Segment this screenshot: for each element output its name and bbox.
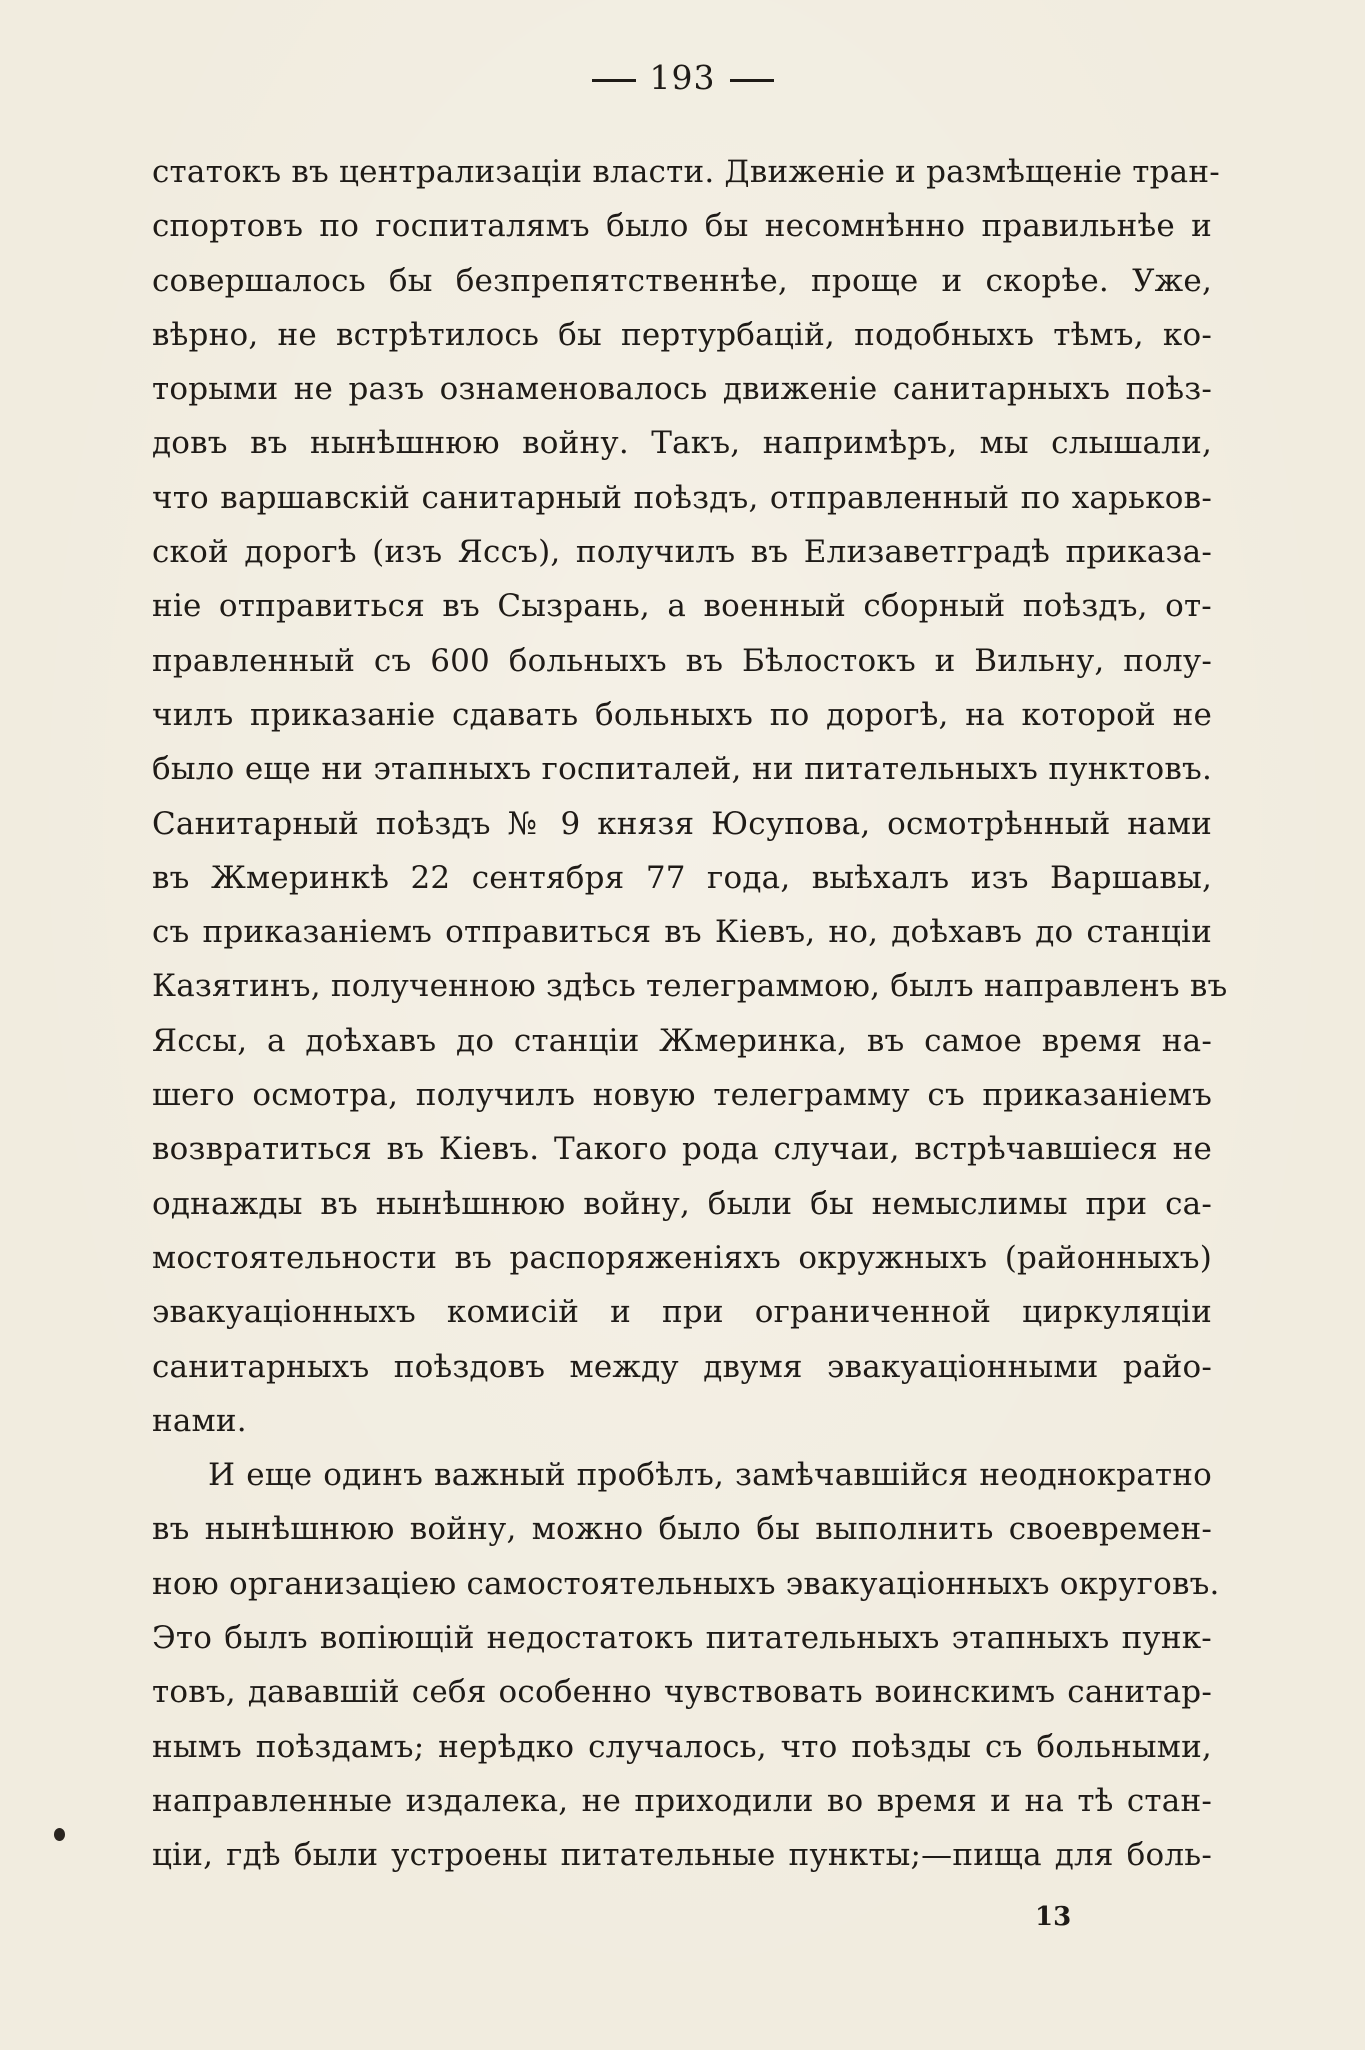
signature-mark: 13 (1035, 1902, 1072, 1932)
text-line: цiи, гдѣ были устроены питательные пункты;—пища для боль- (152, 1837, 1212, 1874)
text-line: чилъ приказанiе сдавать больныхъ по дорогѣ, на которой не (152, 696, 1212, 733)
text-line: довъ въ нынѣшнюю войну. Такъ, напримѣръ, мы слышали, (152, 425, 1212, 462)
text-line: въ нынѣшнюю войну, можно было бы выполнить своевремен- (152, 1511, 1212, 1548)
text-line: шего осмотра, получилъ новую телеграмму съ приказанiемъ (152, 1077, 1212, 1114)
text-line: нiе отправиться въ Сызрань, а военный сборный поѣздъ, от- (152, 588, 1212, 625)
body-text (152, 145, 1228, 1883)
text-line: Санитарный поѣздъ № 9 князя Юсупова, осмотрѣнный нами (152, 805, 1212, 842)
page-header (0, 58, 1365, 98)
paragraph-2 (152, 1448, 1220, 1882)
text-line: Это былъ вопiющiй недостатокъ питательныхъ этапныхъ пунк- (152, 1620, 1212, 1657)
text-line: Казятинъ, полученною здѣсь телеграммою, былъ направленъ въ (152, 968, 1228, 1005)
text-line: правленный съ 600 больныхъ въ Бѣлостокъ и Вильну, полу- (152, 642, 1212, 679)
text-line: направленные издалека, не приходили во время и на тѣ стан- (152, 1782, 1212, 1819)
text-line: въ Жмеринкѣ 22 сентября 77 года, выѣхалъ изъ Варшавы, (152, 859, 1212, 896)
text-line: товъ, дававшiй себя особенно чувствовать воинскимъ санитар- (152, 1674, 1212, 1711)
text-line: статокъ въ централизацiи власти. Движенiе и размѣщенiе тран- (152, 154, 1220, 190)
text-line: санитарныхъ поѣздовъ между двумя эвакуацiонными райо- (152, 1348, 1212, 1385)
text-line: возвратиться въ Кiевъ. Такого рода случаи, встрѣчавшiеся не (152, 1131, 1212, 1168)
text-line: Яссы, а доѣхавъ до станцiи Жмеринка, въ самое время на- (152, 1022, 1212, 1059)
text-line: что варшавскiй санитарный поѣздъ, отправленный по харьков- (152, 479, 1212, 516)
text-line: эвакуацiонныхъ комисiй и при ограниченной циркуляцiи (152, 1294, 1212, 1331)
text-line: ской дорогѣ (изъ Яссъ), получилъ въ Елизаветградѣ приказа- (152, 534, 1212, 571)
text-line: ною организацiею самостоятельныхъ эвакуацiонныхъ округовъ. (152, 1565, 1220, 1602)
text-line: мостоятельности въ распоряженiяхъ окружныхъ (районныхъ) (152, 1239, 1212, 1276)
paragraph-1 (152, 145, 1228, 1448)
text-line: было еще ни этапныхъ госпиталей, ни питательныхъ пунктовъ. (152, 751, 1212, 788)
text-line: нымъ поѣздамъ; нерѣдко случалось, что поѣзды съ больными, (152, 1728, 1212, 1765)
text-line: нами. (152, 1402, 247, 1439)
header-dash-right (730, 79, 774, 82)
text-line: И еще одинъ важный пробѣлъ, замѣчавшiйся неоднократно (208, 1457, 1212, 1494)
ink-spot (54, 1828, 65, 1841)
header-dash-left (592, 79, 636, 82)
text-line: спортовъ по госпиталямъ было бы несомнѣнно правильнѣе и (152, 208, 1212, 245)
text-line: вѣрно, не встрѣтилось бы пертурбацiй, подобныхъ тѣмъ, ко- (152, 316, 1212, 353)
text-line: совершалось бы безпрепятственнѣе, проще и скорѣе. Уже, (152, 262, 1212, 299)
page-number: 193 (649, 58, 716, 97)
text-line: торыми не разъ ознаменовалось движенiе санитарныхъ поѣз- (152, 371, 1212, 408)
text-line: однажды въ нынѣшнюю войну, были бы немыслимы при са- (152, 1185, 1212, 1222)
text-line: съ приказанiемъ отправиться въ Кiевъ, но, доѣхавъ до станцiи (152, 914, 1212, 951)
